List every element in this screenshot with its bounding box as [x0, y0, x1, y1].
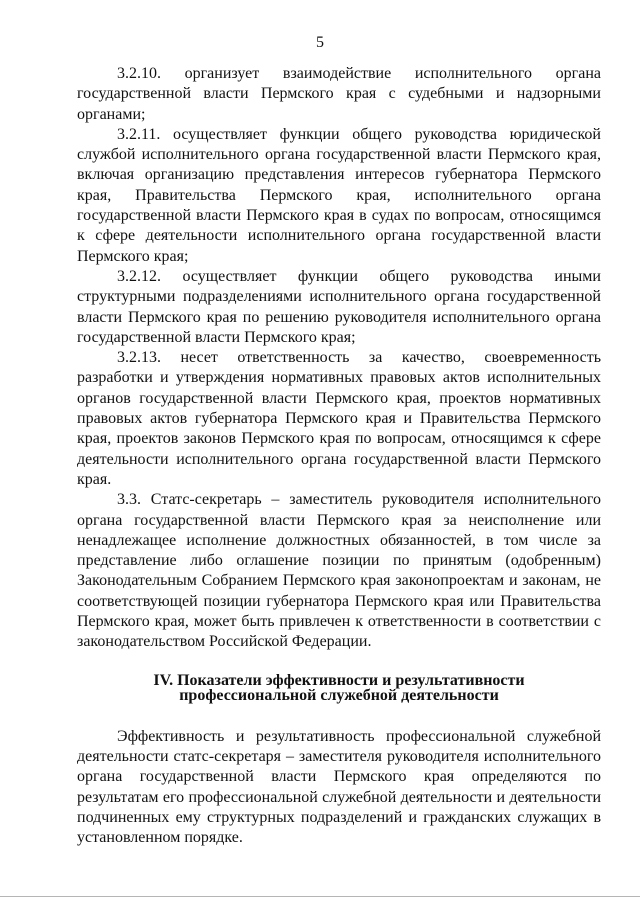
paragraph-3-2-12: 3.2.12. осуществляет функции общего руководства иными структурными подразделениями исполнительного органа государственной власти Пермского края по решению руководителя исполнительного органа государственной власти Пермского края;	[77, 267, 601, 346]
paragraph-efficiency: Эффективность и результативность профессиональной служебной деятельности статс-секретаря – заместителя руководителя исполнительного органа государственной власти Пермского края определяются по результатам его профессиональной служебной деятельности и деятельности подчиненных ему структурных подразделений и гражданских служащих в установленном порядке.	[77, 727, 601, 847]
page-number: 5	[316, 34, 324, 51]
section-heading-line-1: IV. Показатели эффективности и результативности	[153, 671, 525, 689]
paragraph-3-2-11: 3.2.11. осуществляет функции общего руководства юридической службой исполнительного органа государственной власти Пермского края, включая организацию представления интересов губернатора Пермского края, Правительства Пермского края, исполнительного органа государственной власти Пермского края в судах по вопросам, относящимся к сфере деятельности исполнительного органа государственной власти Пермского края;	[77, 125, 601, 265]
document-body	[77, 64, 601, 848]
section-heading	[77, 673, 601, 703]
paragraph-3-3: 3.3. Статс-секретарь – заместитель руководителя исполнительного органа государственной власти Пермского края за неисполнение или ненадлежащее исполнение должностных обязанностей, в том числе за представление либо оглашение позиции по принятым (одобренным) Законодательным Собранием Пермского края законопроектам и законам, не соответствующей позиции губернатора Пермского края или Правительства Пермского края, может быть привлечен к ответственности в соответствии с законодательством Российской Федерации.	[77, 491, 601, 651]
page-bottom-edge	[0, 896, 640, 897]
section-heading-line-2: профессиональной служебной деятельности	[179, 686, 499, 704]
paragraph-3-2-13: 3.2.13. несет ответственность за качество, своевременность разработки и утверждения нормативных правовых актов исполнительных органов государственной власти Пермского края, проектов нормативных правовых актов губернатора Пермского края и Правительства Пермского края, проектов законов Пермского края по вопросам, относящимся к сфере деятельности исполнительного органа государственной власти Пермского края.	[77, 349, 601, 488]
paragraph-3-2-10: 3.2.10. организует взаимодействие исполнительного органа государственной власти Пермского края с судебными и надзорными органами;	[77, 65, 601, 123]
